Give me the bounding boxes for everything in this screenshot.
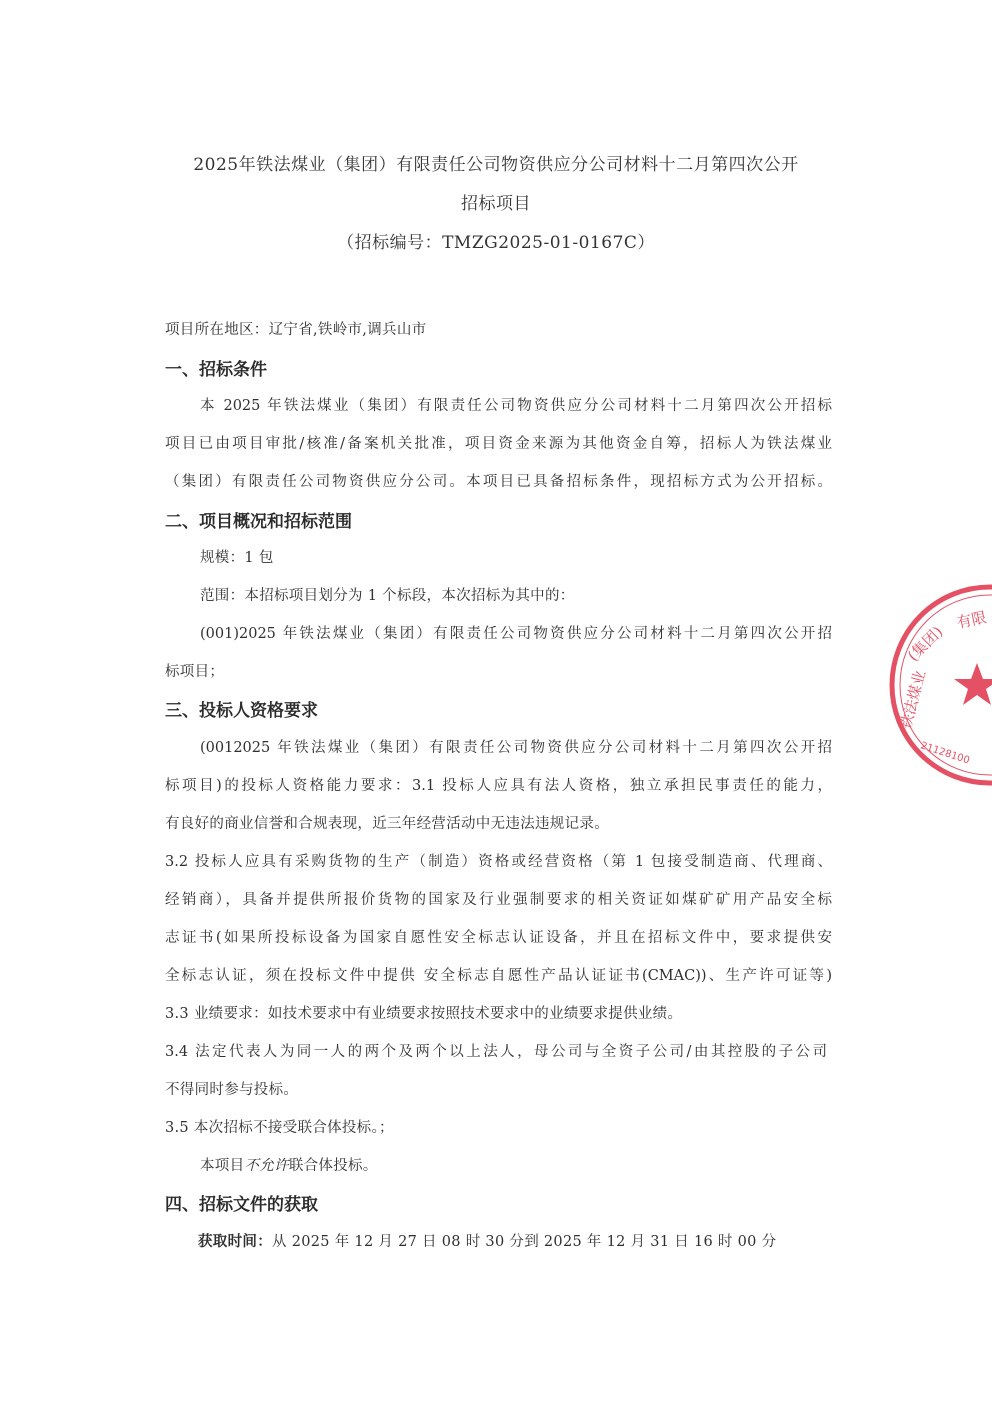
project-region: 项目所在地区：辽宁省,铁岭市,调兵山市 xyxy=(165,322,427,338)
qualification-line: 3.5 本次招标不接受联合体投标。； xyxy=(165,1120,394,1136)
consortium-not-allowed: 不允许 xyxy=(244,1158,289,1174)
section4-heading: 四、招标文件的获取 xyxy=(165,1195,318,1215)
section3-heading: 三、投标人资格要求 xyxy=(165,701,318,721)
qualification-line: 志证书(如果所投标设备为国家自愿性安全标志认证设备，并且在招标文件中，要求提供安 xyxy=(165,930,832,946)
consortium-text: 本项目 xyxy=(200,1158,245,1174)
consortium-text: 联合体投标。 xyxy=(288,1158,378,1174)
section2-heading: 二、项目概况和招标范围 xyxy=(165,512,352,532)
acquisition-time-value: 从 2025 年 12 月 27 日 08 时 30 分到 2025 年 12 月 31 日 16 时 00 分 xyxy=(272,1234,777,1250)
section1-paragraph-line: 本 2025 年铁法煤业（集团）有限责任公司物资供应分公司材料十二月第四次公开招标 xyxy=(200,398,832,414)
seal-text: (集团) xyxy=(904,622,947,665)
seal-text: 有限 xyxy=(955,608,989,632)
section1-paragraph-line: （集团）有限责任公司物资供应分公司。本项目已具备招标条件，现招标方式为公开招标。 xyxy=(165,474,832,490)
acquisition-time-label: 获取时间： xyxy=(198,1233,272,1250)
consortium-line xyxy=(200,1154,378,1175)
scope-item-line: (001)2025 年铁法煤业（集团）有限责任公司物资供应分公司材料十二月第四次公开招 xyxy=(200,626,832,642)
seal-text: 铁法煤业 xyxy=(896,668,930,732)
qualification-line: 3.2 投标人应具有采购货物的生产（制造）资格或经营资格（第 1 包接受制造商、代理商、 xyxy=(165,854,832,870)
scope-line: 范围：本招标项目划分为 1 个标段，本次招标为其中的： xyxy=(200,588,575,604)
section1-paragraph-line: 项目已由项目审批/核准/备案机关批准，项目资金来源为其他资金自筹，招标人为铁法煤业 xyxy=(165,436,832,452)
qualification-line: 3.3 业绩要求：如技术要求中有业绩要求按照技术要求中的业绩要求提供业绩。 xyxy=(165,1006,683,1022)
scope-item-line: 标项目； xyxy=(165,664,225,680)
qualification-line: 经销商），具备并提供所报价货物的国家及行业强制要求的相关资证如煤矿矿用产品安全标 xyxy=(165,892,832,908)
qualification-line: 不得同时参与投标。 xyxy=(165,1082,299,1098)
acquisition-time-line xyxy=(198,1230,776,1251)
qualification-line: 全标志认证，须在投标文件中提供 安全标志自愿性产品认证证书(CMAC))、生产许可证等) xyxy=(165,968,832,984)
seal-code: 21128100 xyxy=(919,740,971,767)
qualification-line: (0012025 年铁法煤业（集团）有限责任公司物资供应分公司材料十二月第四次公开招 xyxy=(200,740,832,756)
seal-graphic xyxy=(880,580,992,800)
qualification-line: 3.4 法定代表人为同一人的两个及两个以上法人，母公司与全资子公司/由其控股的子公司 xyxy=(165,1044,827,1060)
scale-line: 规模：1 包 xyxy=(200,550,274,566)
section1-heading: 一、招标条件 xyxy=(165,360,267,380)
document-title-line2: 招标项目 xyxy=(461,194,531,214)
document-title-line1: 2025年铁法煤业（集团）有限责任公司物资供应分公司材料十二月第四次公开 xyxy=(193,155,799,175)
qualification-line: 标项目)的投标人资格能力要求：3.1 投标人应具有法人资格，独立承担民事责任的能力， xyxy=(165,778,832,794)
company-seal xyxy=(880,580,992,800)
qualification-line: 有良好的商业信誉和合规表现，近三年经营活动中无违法违规记录。 xyxy=(165,816,609,832)
tender-number: （招标编号：TMZG2025-01-0167C） xyxy=(337,233,655,253)
